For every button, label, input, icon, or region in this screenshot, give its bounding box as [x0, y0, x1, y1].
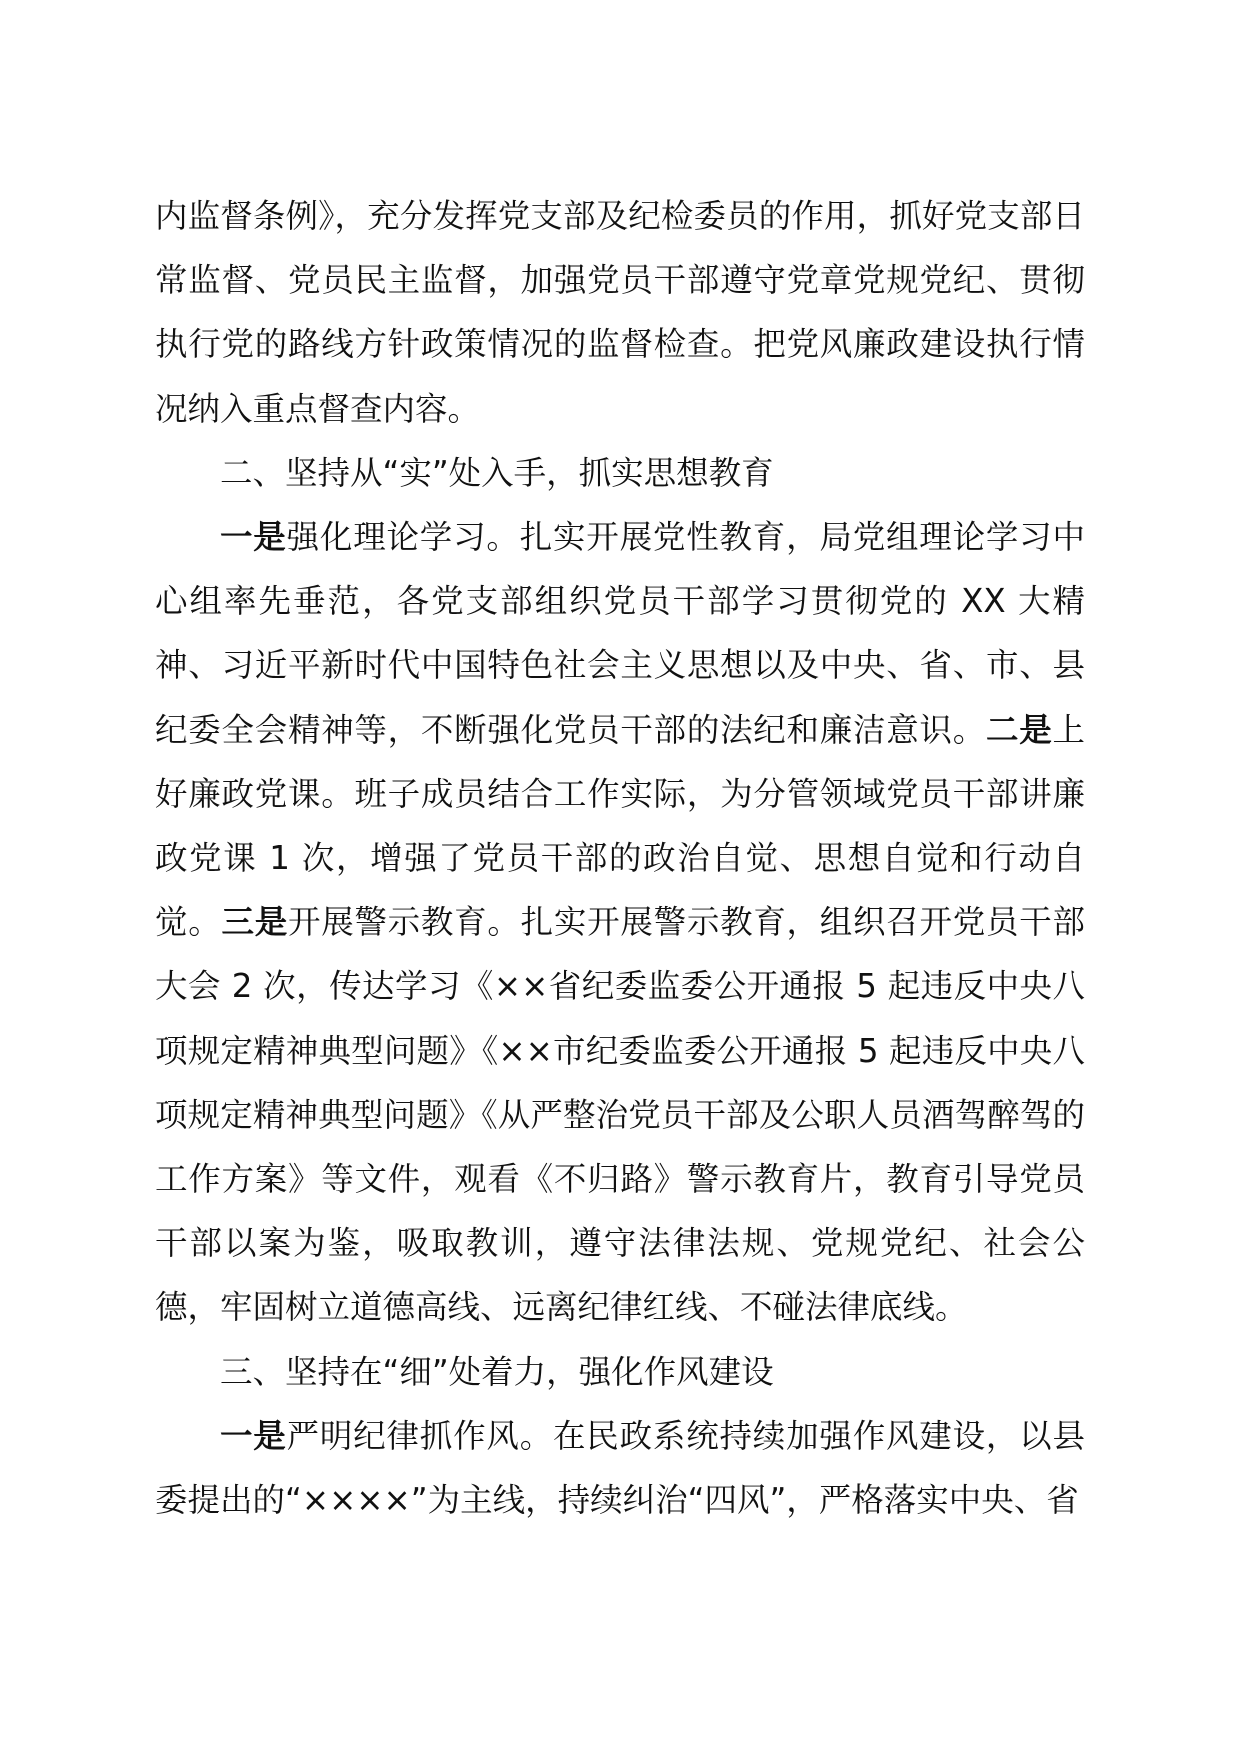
paragraph-text: 开展警示教育。扎实开展警示教育，组织召开党员干部大会 2 次，传达学习《××省纪委监委公开通报 5 起违反中央八项规定精神典型问题》《××市纪委监委公开通报 5 起违反中央八项规定精神典型问题》《从严整治党员干部及公职人员酒驾醉驾的工作方案》等文件，观看《不归路》警示教育片，教育引导党员干部以案为鉴，吸取教训，遵守法律法规、党规党纪、社会公德，牢固树立道德高线、远离纪律红线、不碰法律底线。	[155, 903, 1085, 1327]
lead-phrase: 一是	[220, 1416, 287, 1455]
lead-phrase: 三是	[221, 903, 288, 942]
paragraph-text: 上好廉政党课。班子成员结合工作实际，为分管领域党员干部讲廉政党课 1 次，增强了党员干部的政治自觉、思想自觉和行动自觉。	[155, 710, 1085, 942]
document-body	[155, 184, 1085, 1532]
paragraph-text: 内监督条例》，充分发挥党支部及纪检委员的作用，抓好党支部日常监督、党员民主监督，加强党员干部遵守党章党规党纪、贯彻执行党的路线方针政策情况的监督检查。把党风廉政建设执行情况纳入重点督查内容。	[155, 197, 1085, 428]
section-heading-three	[155, 1340, 1085, 1404]
lead-phrase: 二是	[985, 710, 1053, 749]
paragraph-work-style	[155, 1404, 1085, 1532]
paragraph-text: 严明纪律抓作风。在民政系统持续加强作风建设，以县委提出的“××××”为主线，持续纠治“四风”，严格落实中央、省	[155, 1416, 1085, 1520]
paragraph-continued	[155, 184, 1085, 441]
paragraph-education	[155, 505, 1085, 1340]
paragraph-text: 强化理论学习。扎实开展党性教育，局党组理论学习中心组率先垂范，各党支部组织党员干部学习贯彻党的 XX 大精神、习近平新时代中国特色社会主义思想以及中央、省、市、县纪委全会精神等，不断强化党员干部的法纪和廉洁意识。	[155, 518, 1085, 749]
section-heading-text: 二、坚持从“实”处入手，抓实思想教育	[220, 453, 774, 492]
section-heading-text: 三、坚持在“细”处着力，强化作风建设	[220, 1352, 774, 1391]
section-heading-two	[155, 441, 1085, 505]
lead-phrase: 一是	[220, 518, 287, 557]
